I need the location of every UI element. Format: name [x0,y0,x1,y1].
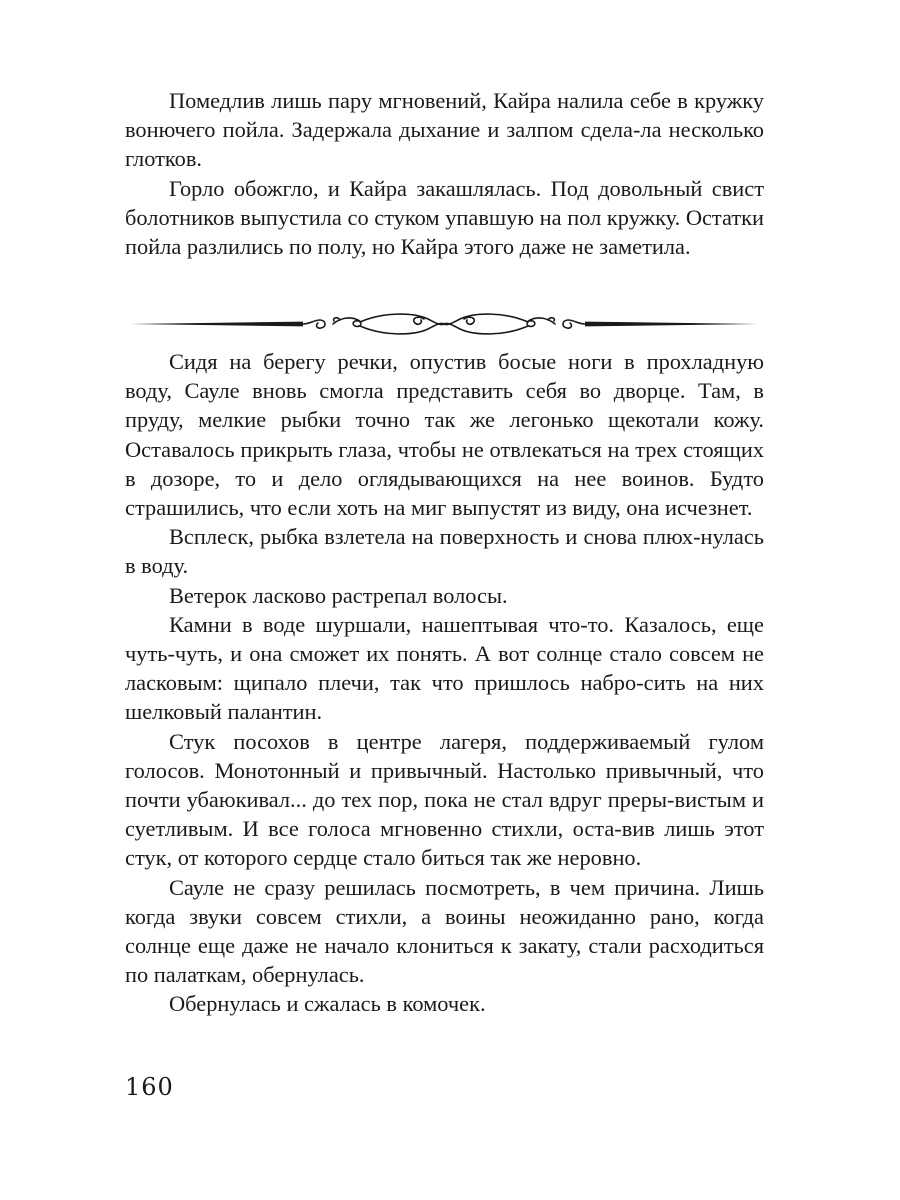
paragraph: Помедлив лишь пару мгновений, Кайра налила себе в кружку вонючего пойла. Задержала дыхание и залпом сдела-ла несколько глотков. [125,88,764,172]
paragraph: Всплеск, рыбка взлетела на поверхность и снова плюх-нулась в воду. [125,524,764,579]
text-section-before-break [125,86,764,261]
paragraph: Ветерок ласково растрепал волосы. [169,582,508,608]
paragraph: Горло обожгло, и Кайра закашлялась. Под довольный свист болотников выпустила со стуком упавшую на пол кружку. Остатки пойла разлились по полу, но Кайра этого даже не заметила. [125,175,764,260]
paragraph: Стук посохов в центре лагеря, поддерживаемый гулом голосов. Монотонный и привычный. Настолько привычный, что почти убаюкивал... до тех пор, пока не стал вдруг преры-вистым и суетливым. И все голоса мгновенно стихли, оста-вив лишь этот стук, от которого сердце стало биться так же неровно. [125,728,764,871]
paragraph: Камни в воде шуршали, нашептывая что-то. Казалось, еще чуть-чуть, и она сможет их понять. А вот солнце стало совсем не ласковым: щипало плечи, так что пришлось набро-сить на них шелковый палантин. [125,611,764,725]
paragraph: Обернулась и сжалась в комочек. [169,991,486,1017]
paragraph: Сидя на берегу речки, опустив босые ноги в прохладную воду, Сауле вновь смогла представить себя во дворце. Там, в пруду, мелкие рыбки точно так же легонько щекотали кожу. Оставалось прикрыть глаза, чтобы не отвлекаться на трех стоящих в дозоре, то и дело оглядывающихся на нее воинов. Будто страшились, что если хоть на миг выпустят из виду, она исчезнет. [125,349,764,521]
flourish-divider-icon [128,307,760,341]
paragraph: Сауле не сразу решилась посмотреть, в чем причина. Лишь когда звуки совсем стихли, а воины неожиданно рано, когда солнце еще даже не начало клониться к закату, стали расходиться по палаткам, обернулась. [125,874,764,988]
page-number: 160 [125,1073,174,1101]
text-section-after-break [125,347,764,1019]
